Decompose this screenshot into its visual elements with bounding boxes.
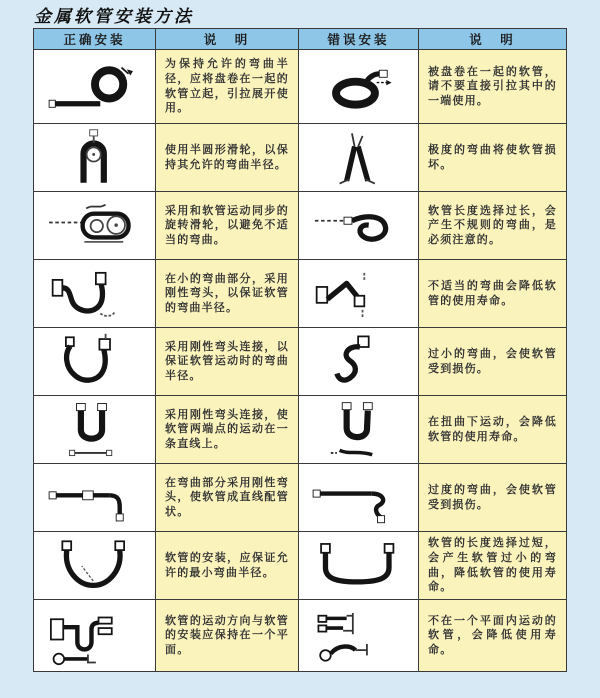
rigid-elbow-u-hang-icon [41, 332, 149, 392]
improper-bend-kink-icon [305, 264, 413, 324]
wrong-install-illustration-cell [299, 192, 419, 260]
correct-install-illustration-cell [34, 396, 156, 464]
column-header-wrong-install: 错误安装 [299, 29, 419, 50]
minimum-bend-radius-u-icon [41, 536, 149, 596]
wrong-install-description: 过小的弯曲，会使软管受到损伤。 [428, 347, 557, 375]
wrong-install-description-cell [419, 396, 566, 464]
straight-pipe-rigid-elbow-icon [41, 468, 149, 528]
too-small-s-bend-icon [305, 332, 413, 392]
correct-install-description-cell [156, 328, 299, 396]
hose-too-long-loop-icon [305, 196, 413, 256]
wrong-install-description: 软管的长度选择过短，会产生软管过小的弯曲，降低软管的使用寿命。 [428, 537, 557, 594]
correct-install-description: 采用刚性弯头连接，使软管两端点的运动在一条直线上。 [165, 408, 289, 450]
correct-install-illustration-cell [34, 464, 156, 532]
wrong-install-description: 在扭曲下运动，会降低软管的使用寿命。 [428, 415, 557, 443]
semicircular-pulley-icon [41, 128, 149, 188]
installation-methods-table [33, 28, 567, 672]
u-endpoints-straight-line-icon [41, 400, 149, 460]
coil-pulled-end-icon [305, 57, 413, 117]
column-header-correct-install: 正确安装 [34, 29, 156, 50]
wrong-install-description-cell [419, 260, 566, 328]
wrong-install-description: 软管长度选择过长，会产生不规则的弯曲，是必须注意的。 [428, 204, 557, 246]
wrong-install-description: 不适当的弯曲会降低软管的使用寿命。 [428, 279, 557, 307]
correct-install-illustration-cell [34, 260, 156, 328]
wrong-install-description: 过度的弯曲，会使软管受到损伤。 [428, 483, 557, 511]
hose-too-short-flat-u-icon [305, 536, 413, 596]
extreme-sharp-bend-icon [305, 128, 413, 188]
correct-install-illustration-cell [34, 328, 156, 396]
correct-install-description: 使用半圆形滑轮，以保持其允许的弯曲半径。 [165, 143, 289, 171]
correct-install-description-cell [156, 600, 299, 671]
wrong-install-description-cell [419, 464, 566, 532]
correct-install-illustration-cell [34, 50, 156, 124]
correct-install-description: 采用刚性弯头连接，以保证软管运动时的弯曲半径。 [165, 340, 289, 382]
correct-install-illustration-cell [34, 600, 156, 671]
correct-install-description-cell [156, 192, 299, 260]
correct-install-description: 采用和软管运动同步的旋转滑轮，以避免不适当的弯曲。 [165, 204, 289, 246]
wrong-install-description: 不在一个平面内运动的软管，会降低使用寿命。 [428, 614, 557, 656]
correct-install-description-cell [156, 464, 299, 532]
synchronized-rotating-pulley-icon [41, 196, 149, 256]
twisted-motion-icon [305, 400, 413, 460]
wrong-install-description-cell [419, 532, 566, 600]
correct-install-description-cell [156, 396, 299, 464]
correct-install-illustration-cell [34, 532, 156, 600]
page-title: 金属软管安装方法 [34, 7, 194, 27]
wrong-install-description-cell [419, 192, 566, 260]
wrong-install-illustration-cell [299, 124, 419, 192]
correct-install-description-cell [156, 50, 299, 124]
wrong-install-illustration-cell [299, 396, 419, 464]
correct-install-description-cell [156, 532, 299, 600]
column-header-wrong-description: 说 明 [419, 29, 566, 50]
wrong-install-description-cell [419, 328, 566, 396]
correct-install-description-cell [156, 260, 299, 328]
correct-install-illustration-cell [34, 192, 156, 260]
wrong-install-illustration-cell [299, 532, 419, 600]
wrong-install-description-cell [419, 124, 566, 192]
wrong-install-illustration-cell [299, 260, 419, 328]
correct-install-description: 在弯曲部分采用刚性弯头，使软管成直线配管状。 [165, 476, 289, 518]
correct-install-description-cell [156, 124, 299, 192]
wrong-install-illustration-cell [299, 50, 419, 124]
excessive-end-bend-icon [305, 468, 413, 528]
wrong-install-illustration-cell [299, 600, 419, 671]
rigid-elbow-small-bend-icon [41, 264, 149, 324]
wrong-install-description: 极度的弯曲将使软管损坏。 [428, 143, 557, 171]
correct-install-description: 软管的运动方向与软管的安装应保持在一个平面。 [165, 614, 289, 656]
wrong-install-description: 被盘卷在一起的软管，请不要直接引拉其中的一端使用。 [428, 65, 557, 107]
wrong-install-illustration-cell [299, 328, 419, 396]
column-header-correct-description: 说 明 [156, 29, 299, 50]
wrong-install-description-cell [419, 50, 566, 124]
wrong-install-description-cell [419, 600, 566, 671]
correct-install-description: 为保持允许的弯曲半径，应将盘卷在一起的软管立起，引拉展开使用。 [165, 58, 289, 115]
wrong-install-illustration-cell [299, 464, 419, 532]
same-plane-trap-icon [41, 606, 149, 666]
correct-install-description: 软管的安装，应保证允许的最小弯曲半径。 [165, 551, 289, 579]
coil-upright-unroll-icon [41, 57, 149, 117]
out-of-plane-motion-icon [305, 606, 413, 666]
correct-install-illustration-cell [34, 124, 156, 192]
correct-install-description: 在小的弯曲部分，采用刚性弯头，以保证软管的弯曲半径。 [165, 272, 289, 314]
